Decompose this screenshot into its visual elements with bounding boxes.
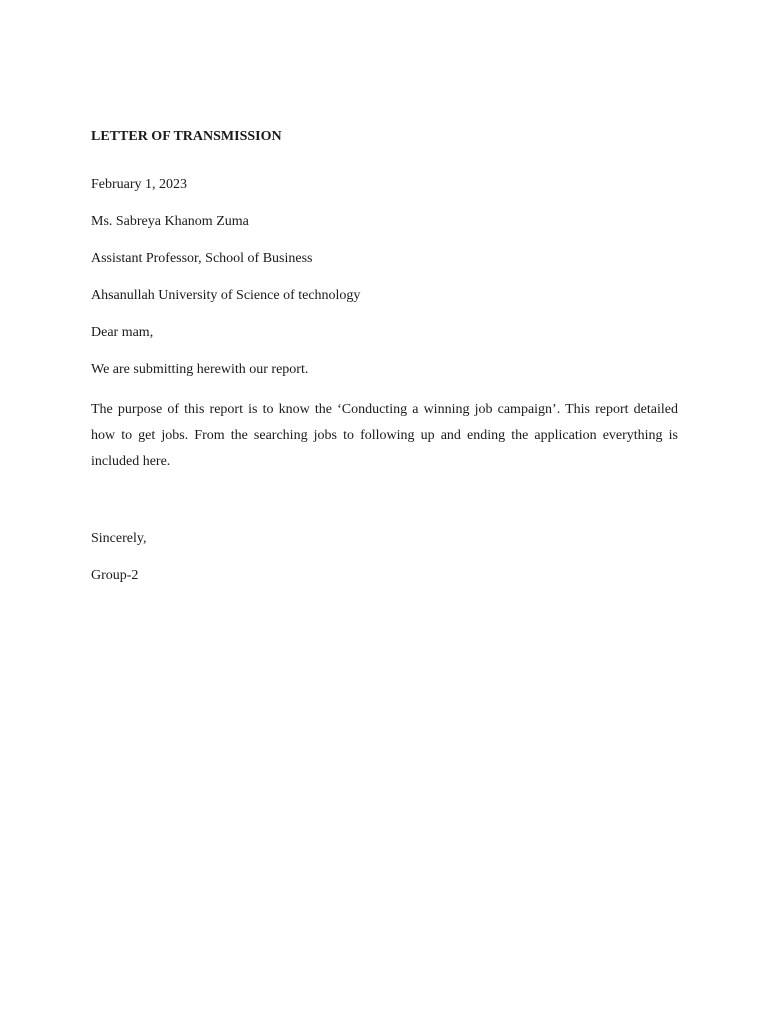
- letter-date: February 1, 2023: [91, 177, 188, 192]
- closing: Sincerely,: [91, 531, 147, 546]
- intro-line: We are submitting herewith our report.: [91, 362, 309, 377]
- recipient-name: Ms. Sabreya Khanom Zuma: [91, 214, 249, 229]
- letter-body: [91, 127, 678, 603]
- recipient-title: Assistant Professor, School of Business: [91, 251, 313, 266]
- letter-heading: LETTER OF TRANSMISSION: [91, 129, 282, 144]
- salutation: Dear mam,: [91, 325, 154, 340]
- body-paragraph: The purpose of this report is to know the ‘Conducting a winning job campaign’. This report detailed how to get jobs. From the searching jobs to following up and ending the application everything is included here.: [91, 402, 678, 469]
- signature: Group-2: [91, 568, 139, 583]
- recipient-institution: Ahsanullah University of Science of technology: [91, 288, 361, 303]
